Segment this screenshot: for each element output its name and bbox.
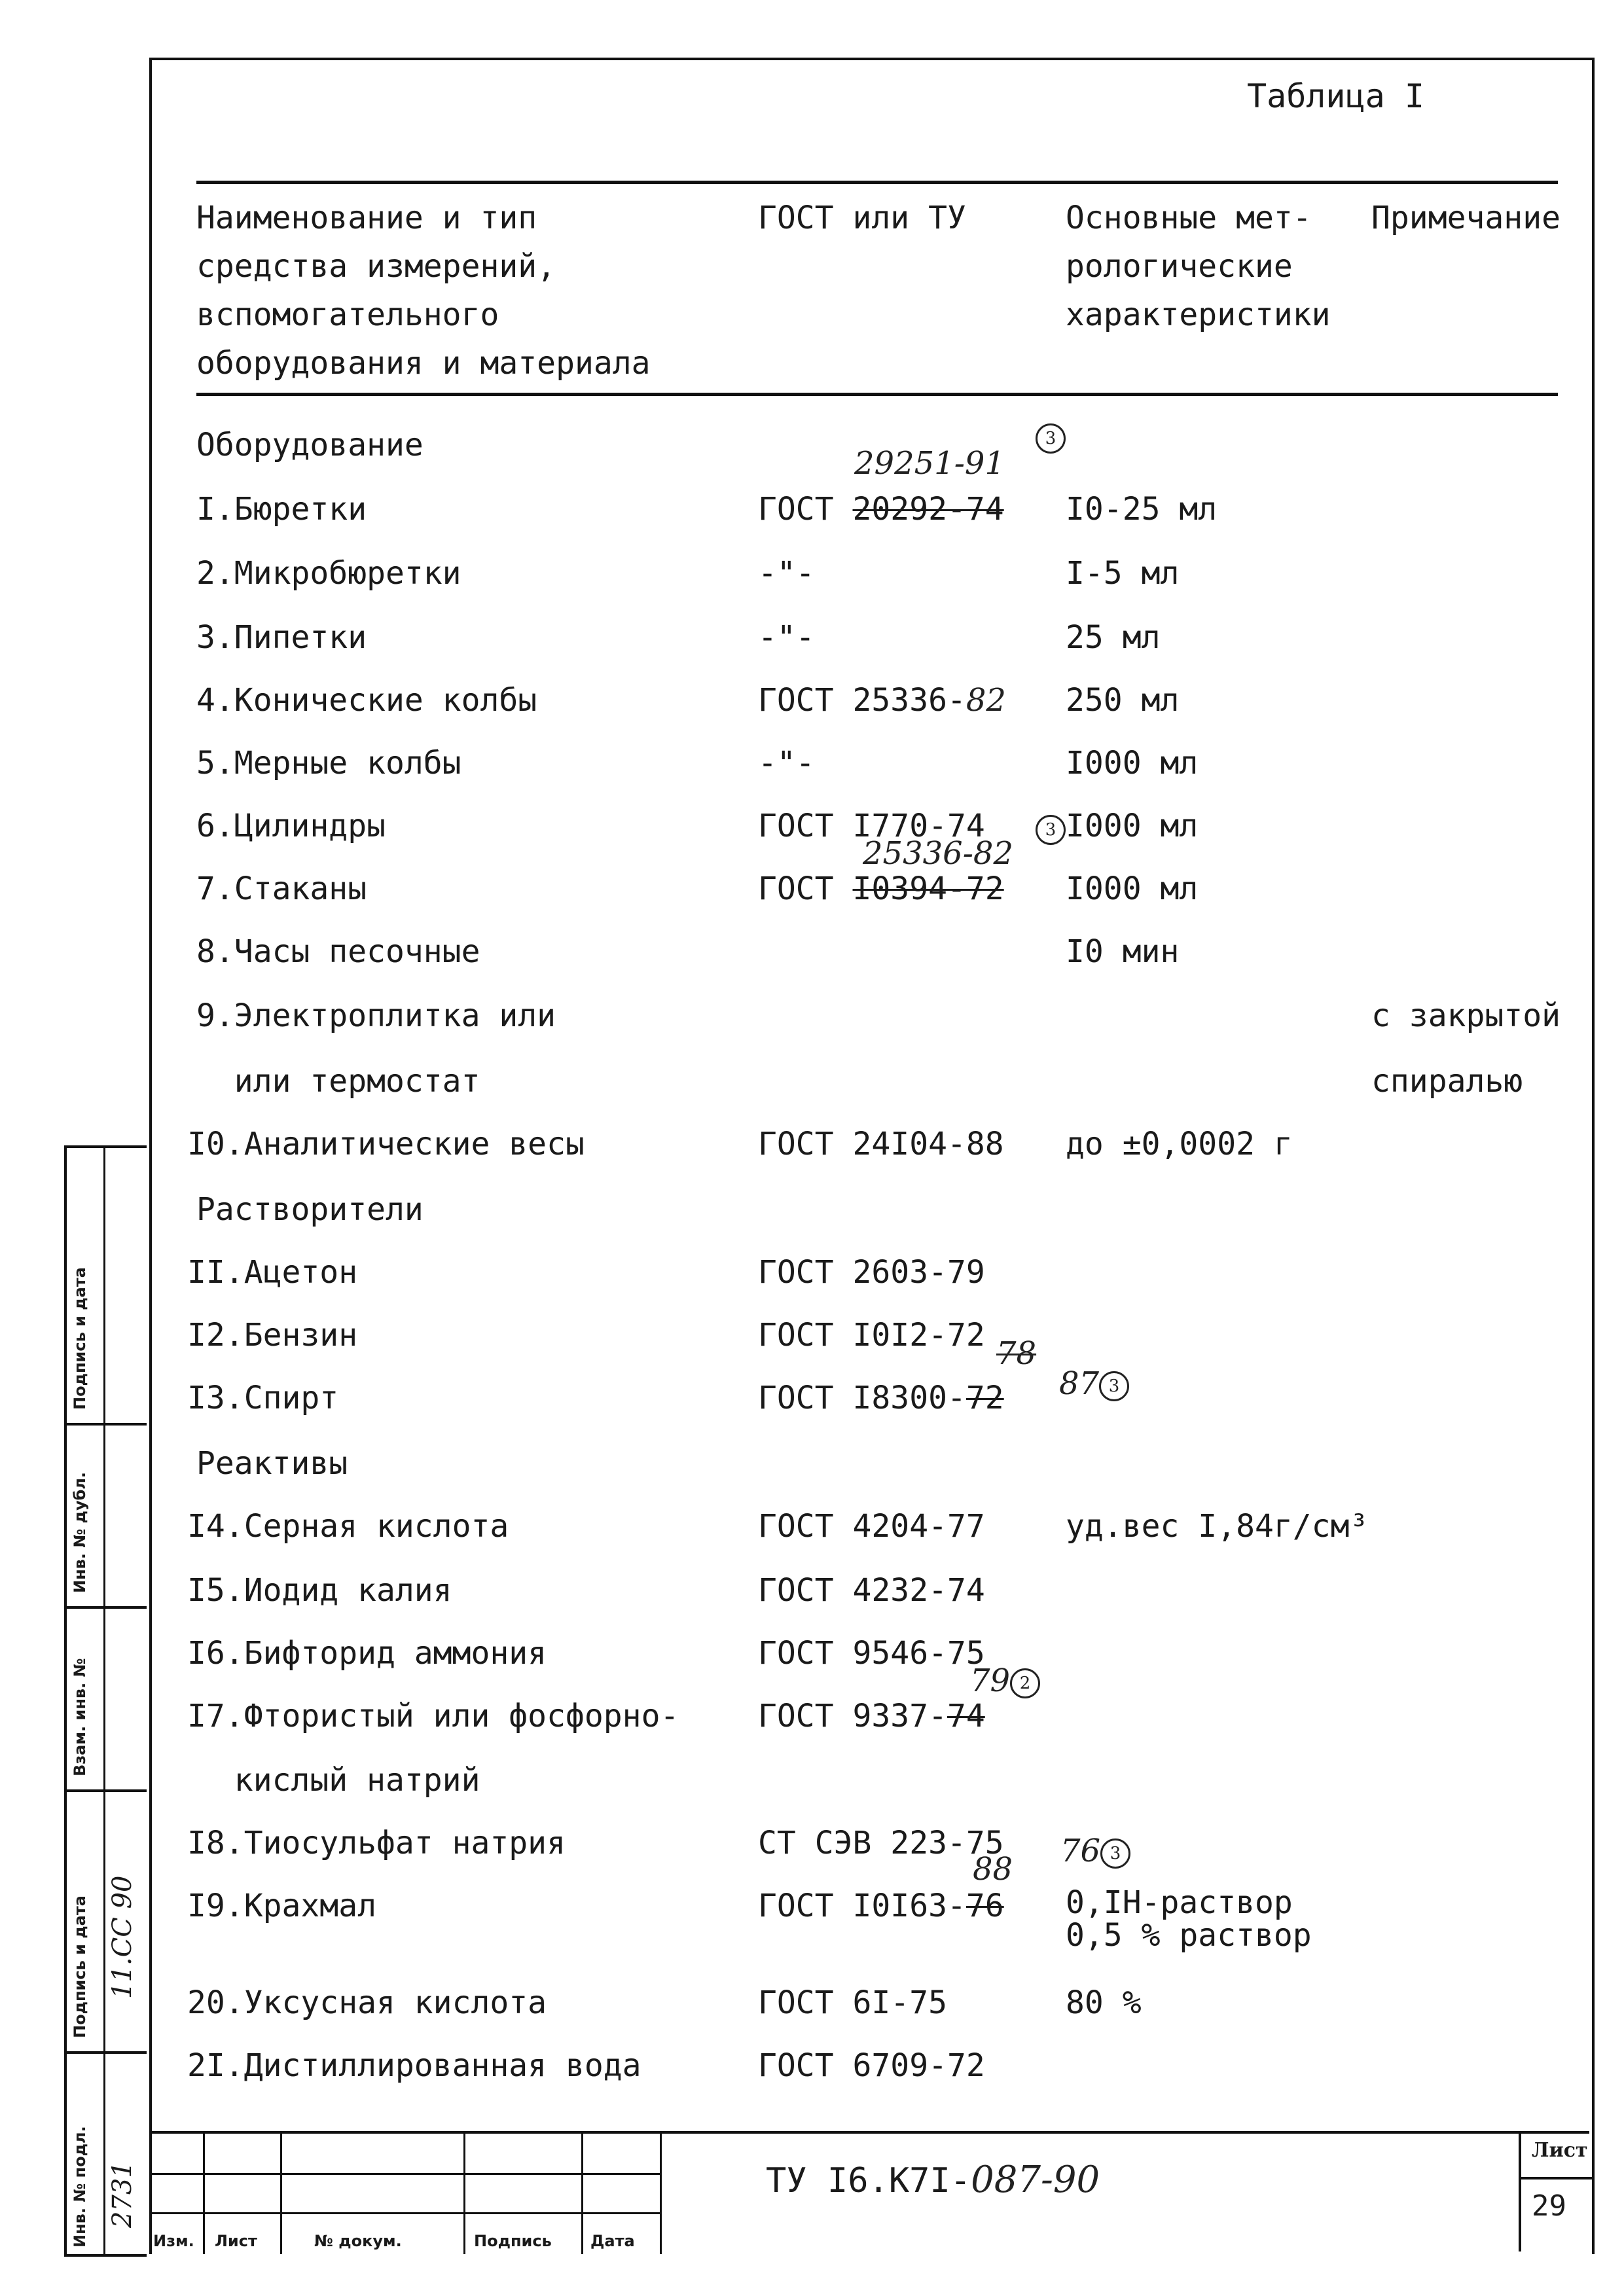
table-row-gost: ГОСТ 25336-82	[758, 682, 1006, 719]
handwritten-gost-r18: 76 3	[1060, 1833, 1130, 1869]
table-row-name: II.Ацетон	[187, 1254, 358, 1291]
side-strip-rule	[67, 1789, 147, 1792]
table-row-name: или термостат	[196, 1063, 480, 1100]
table-row-name: 5.Мерные колбы	[196, 745, 461, 781]
title-block-rule	[149, 2212, 660, 2214]
table-row-name: I.Бюретки	[196, 491, 367, 528]
table-row-char: I0 мин	[1066, 933, 1180, 970]
header-name: Наименование и тип средства измерений, вспомогательного оборудования и материала	[196, 200, 651, 382]
side-strip-rule	[67, 2051, 147, 2054]
side-strip-rule	[67, 1606, 147, 1609]
document-code: ТУ I6.К7I-087-90	[766, 2159, 1100, 2201]
handwritten-gost-r13a: 78	[996, 1335, 1037, 1372]
title-block-divider	[463, 2134, 465, 2254]
table-row-gost: ГОСТ 9546-75	[758, 1635, 985, 1672]
side-strip-rule	[67, 1423, 147, 1426]
table-row-char: 80 %	[1066, 1984, 1142, 2021]
handwritten-gost-r1: 29251-91	[854, 445, 1005, 482]
table-row-gost: ГОСТ 20292-74	[758, 491, 1004, 528]
table-row-note: спиралью	[1371, 1063, 1523, 1100]
table-row-gost: ГОСТ 9337-74	[758, 1698, 985, 1734]
table-title: Таблица I	[1247, 77, 1424, 115]
stamp-izm: Изм.	[153, 2232, 194, 2250]
title-block-divider	[280, 2134, 282, 2254]
table-row-gost: ГОСТ 6709-72	[758, 2047, 985, 2084]
table-row-gost: ГОСТ I8300-72	[758, 1380, 1004, 1416]
table-row-gost: ГОСТ I0I2-72	[758, 1317, 985, 1354]
title-block-rule	[149, 2173, 660, 2175]
table-row-char: I000 мл	[1066, 745, 1199, 781]
table-row-name: кислый натрий	[196, 1762, 480, 1799]
table-row-char: уд.вес I,84г/см³	[1066, 1508, 1369, 1545]
stamp-date: Дата	[590, 2232, 635, 2250]
table-row-gost: -"-	[758, 745, 815, 781]
title-block-divider	[660, 2134, 662, 2254]
header-characteristics: Основные мет- рологические характеристики	[1066, 200, 1331, 333]
section-reagents: Реактивы	[196, 1445, 348, 1482]
table-row-name: 2I.Дистиллированная вода	[187, 2047, 641, 2084]
table-row-char: до ±0,0002 г	[1066, 1126, 1293, 1162]
table-row-name: 8.Часы песочные	[196, 933, 480, 970]
header-top-rule	[196, 181, 1558, 184]
table-row-gost: ГОСТ I770-74	[758, 808, 985, 844]
table-row-name: 2.Микробюретки	[196, 555, 461, 592]
side-label-sign-date2: Подпись и дата	[71, 1895, 89, 2038]
side-handwritten-date: 11.СС 90	[107, 1875, 137, 1999]
header-bottom-rule	[196, 393, 1558, 396]
stamp-doc-no: № докум.	[314, 2232, 402, 2250]
title-block-divider	[203, 2134, 205, 2254]
side-strip-divider	[103, 1148, 105, 2254]
table-row-name: 4.Конические колбы	[196, 682, 537, 719]
handwritten-gost-r7: 25336-82	[863, 835, 1013, 872]
table-row-gost: ГОСТ 24I04-88	[758, 1126, 1004, 1162]
table-row-name: I7.Фтористый или фосфорно-	[187, 1698, 679, 1734]
table-row-name: 20.Уксусная кислота	[187, 1984, 547, 2021]
table-row-gost: ГОСТ I0394-72	[758, 870, 1004, 907]
table-row-char: 250 мл	[1066, 682, 1180, 719]
side-label-dup-no: Инв. № дубл.	[71, 1471, 89, 1593]
table-row-gost: ГОСТ 4232-74	[758, 1572, 985, 1609]
table-row-gost: ГОСТ I0I63-76	[758, 1888, 1004, 1924]
table-row-char: I000 мл	[1066, 808, 1199, 844]
table-row-name: 3.Пипетки	[196, 619, 367, 656]
table-row-name: I8.Тиосульфат натрия	[187, 1825, 566, 1861]
side-stamp-strip	[64, 1145, 147, 2257]
table-row-name: 9.Электроплитка или	[196, 997, 556, 1034]
table-row-name: I5.Иодид калия	[187, 1572, 452, 1609]
table-row-name: 6.Цилиндры	[196, 808, 386, 844]
table-row-gost: ГОСТ 6I-75	[758, 1984, 947, 2021]
handwritten-gost-r13b: 87 3	[1059, 1365, 1129, 1402]
stamp-signature: Подпись	[474, 2232, 552, 2250]
table-row-name: I0.Аналитические весы	[187, 1126, 585, 1162]
sheet-number: 29	[1532, 2189, 1566, 2223]
table-row-gost: -"-	[758, 619, 815, 656]
handwritten-gost-r19: 88	[973, 1851, 1013, 1888]
revision-circle: 3	[1036, 809, 1066, 846]
table-row-char: I-5 мл	[1066, 555, 1180, 592]
table-row-name: I2.Бензин	[187, 1317, 358, 1354]
handwritten-gost-r17: 79 2	[970, 1662, 1040, 1699]
section-solvents: Растворители	[196, 1191, 424, 1228]
table-row-gost: ГОСТ 4204-77	[758, 1508, 985, 1545]
side-label-sign-date: Подпись и дата	[71, 1267, 89, 1410]
table-row-char: 25 мл	[1066, 619, 1161, 656]
revision-circle: 3	[1036, 418, 1066, 454]
sheet-box-rule	[1521, 2177, 1592, 2179]
table-row-name: 7.Стаканы	[196, 870, 367, 907]
header-gost: ГОСТ или ТУ	[758, 200, 966, 236]
table-row-gost: ГОСТ 2603-79	[758, 1254, 985, 1291]
title-block-divider	[581, 2134, 583, 2254]
sheet-label: Лист	[1532, 2139, 1588, 2162]
table-row-name: I6.Бифторид аммония	[187, 1635, 547, 1672]
side-label-orig-no: Инв. № подл.	[71, 2126, 89, 2248]
table-row-gost: -"-	[758, 555, 815, 592]
header-note: Примечание	[1371, 200, 1561, 236]
stamp-list: Лист	[215, 2232, 257, 2250]
table-row-char: I0-25 мл	[1066, 491, 1218, 528]
table-row-note: с закрытой	[1371, 997, 1561, 1034]
section-equipment: Оборудование	[196, 427, 424, 463]
table-row-char: I000 мл	[1066, 870, 1199, 907]
side-label-replaces-no: Взам. инв. №	[71, 1658, 89, 1776]
side-handwritten-no: 2731	[107, 2161, 137, 2228]
table-row-name: I4.Серная кислота	[187, 1508, 509, 1545]
table-row-name: I3.Спирт	[187, 1380, 339, 1416]
table-row-char: 0,IH-раствор 0,5 % раствор	[1066, 1884, 1312, 1954]
table-row-name: I9.Крахмал	[187, 1888, 376, 1924]
table-row-gost: СТ СЭВ 223-75	[758, 1825, 1004, 1861]
